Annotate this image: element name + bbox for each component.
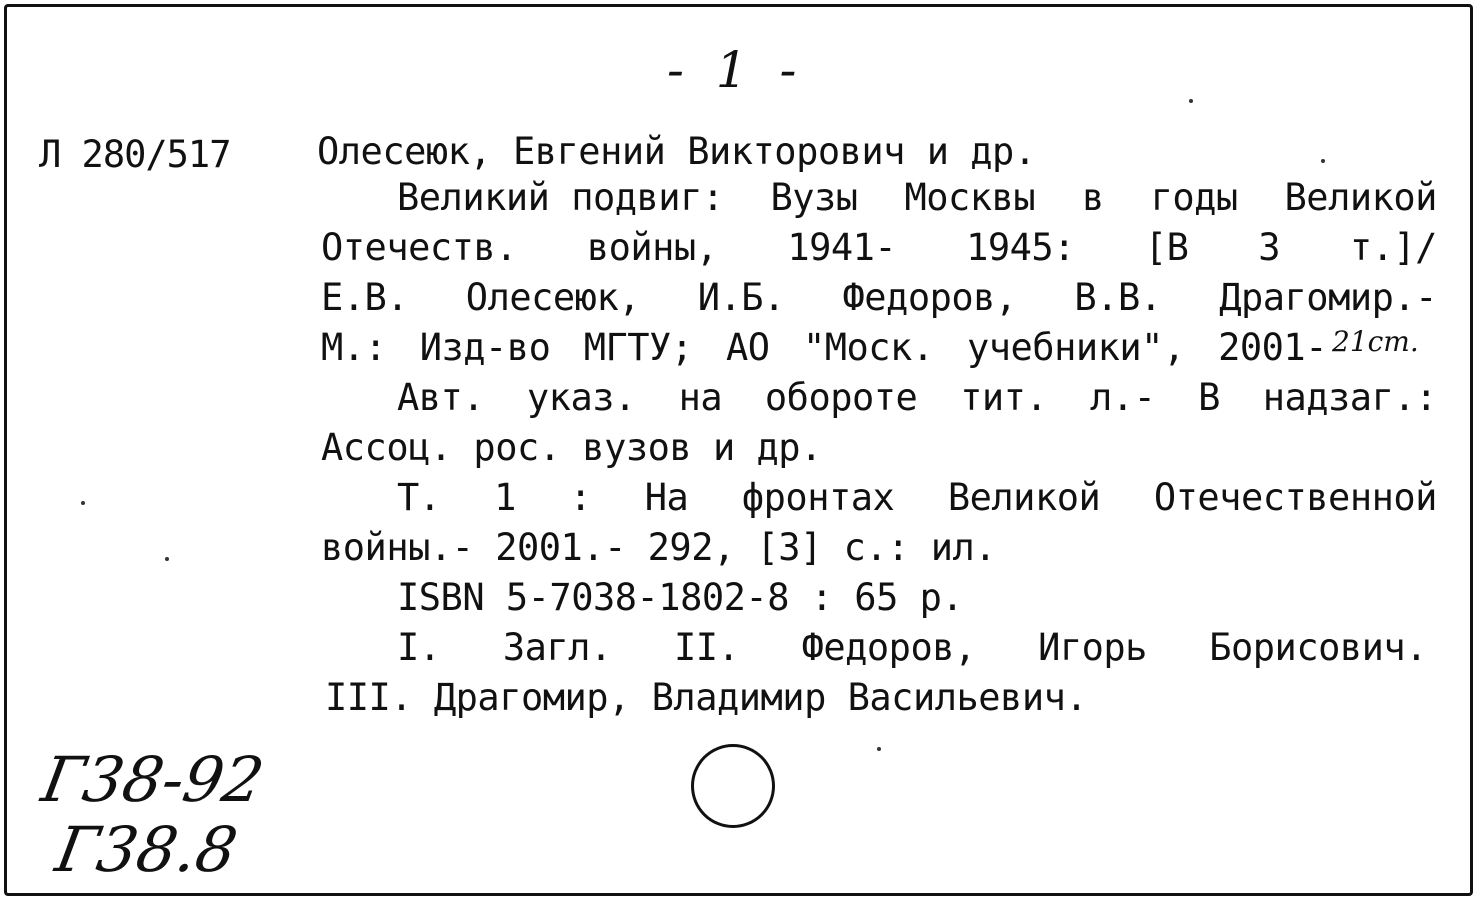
- word: Великий подвиг:: [397, 176, 724, 219]
- card-hole-circle: [691, 744, 775, 828]
- word: Федоров,: [801, 626, 976, 669]
- word: т.]/: [1349, 226, 1437, 269]
- word: М.:: [321, 326, 387, 369]
- handwritten-volume-note: 21cm.: [1332, 325, 1419, 358]
- word: л.-: [1090, 376, 1156, 419]
- word: Авт.: [397, 376, 485, 419]
- handwritten-shelf-mark-2: Г38.8: [50, 813, 243, 886]
- word: Федоров,: [842, 276, 1017, 319]
- tracings-line-2: III. Драгомир, Владимир Васильевич.: [325, 676, 1088, 719]
- speck: [1321, 159, 1325, 163]
- word: АО: [726, 326, 770, 369]
- word: 1941-: [787, 226, 897, 269]
- tracings-line-1: [397, 626, 1427, 669]
- word: Великой: [947, 476, 1101, 519]
- word: Т.: [397, 476, 441, 519]
- word: на: [678, 376, 723, 419]
- title-line-2: [321, 226, 1437, 269]
- word: 1945:: [966, 226, 1075, 269]
- speck: [877, 747, 881, 751]
- call-number: Л 280/517: [39, 133, 231, 176]
- word: Драгомир.-: [1219, 276, 1437, 319]
- volume-line-1: [397, 476, 1437, 519]
- word: 2001-: [1218, 326, 1327, 369]
- word: В.В.: [1074, 276, 1162, 319]
- volume-line-2: войны.- 2001.- 292, [3] с.: ил.: [321, 526, 997, 569]
- title-line-1: [397, 176, 1437, 219]
- word: Загл.: [502, 626, 612, 669]
- word: фронтах: [741, 476, 895, 519]
- word: обороте: [764, 376, 918, 419]
- word: В: [1198, 376, 1220, 419]
- note-line-1: [397, 376, 1437, 419]
- title-line-3: [321, 276, 1437, 319]
- page-number: - 1 -: [667, 41, 805, 99]
- author-heading: Олесеюк, Евгений Викторович и др.: [317, 130, 1036, 173]
- word: Великой: [1284, 176, 1437, 219]
- word: в: [1081, 176, 1104, 219]
- word: Игорь: [1038, 626, 1147, 669]
- speck: [1189, 99, 1193, 103]
- isbn-line: ISBN 5-7038-1802-8 : 65 р.: [397, 576, 964, 619]
- word: Москвы: [904, 176, 1036, 219]
- word: указ.: [526, 376, 636, 419]
- word: На: [644, 476, 689, 519]
- word: тит.: [960, 376, 1048, 419]
- word: Борисович.: [1209, 626, 1427, 669]
- word: :: [569, 476, 592, 519]
- word: II.: [673, 626, 740, 669]
- word: I.: [397, 626, 441, 669]
- word: [В: [1144, 226, 1189, 269]
- word: 3: [1258, 226, 1280, 269]
- title-line-4: [321, 326, 1327, 369]
- word: МГТУ;: [583, 326, 693, 369]
- word: Отечеств.: [321, 226, 517, 269]
- speck: [81, 501, 85, 505]
- word: Вузы: [770, 176, 858, 219]
- word: 1: [494, 476, 516, 519]
- speck: [165, 557, 169, 561]
- word: годы: [1150, 176, 1238, 219]
- note-line-2: Ассоц. рос. вузов и др.: [321, 426, 822, 469]
- word: войны,: [586, 226, 718, 269]
- word: "Моск.: [802, 326, 934, 369]
- handwritten-shelf-mark-1: Г38-92: [36, 743, 270, 816]
- word: учебники",: [966, 326, 1185, 369]
- word: Изд-во: [419, 326, 551, 369]
- word: надзаг.:: [1262, 376, 1437, 419]
- catalog-card: [4, 4, 1473, 896]
- word: И.Б.: [697, 276, 785, 319]
- word: Олесеюк,: [465, 276, 641, 319]
- word: Отечественной: [1153, 476, 1437, 519]
- word: Е.В.: [321, 276, 409, 319]
